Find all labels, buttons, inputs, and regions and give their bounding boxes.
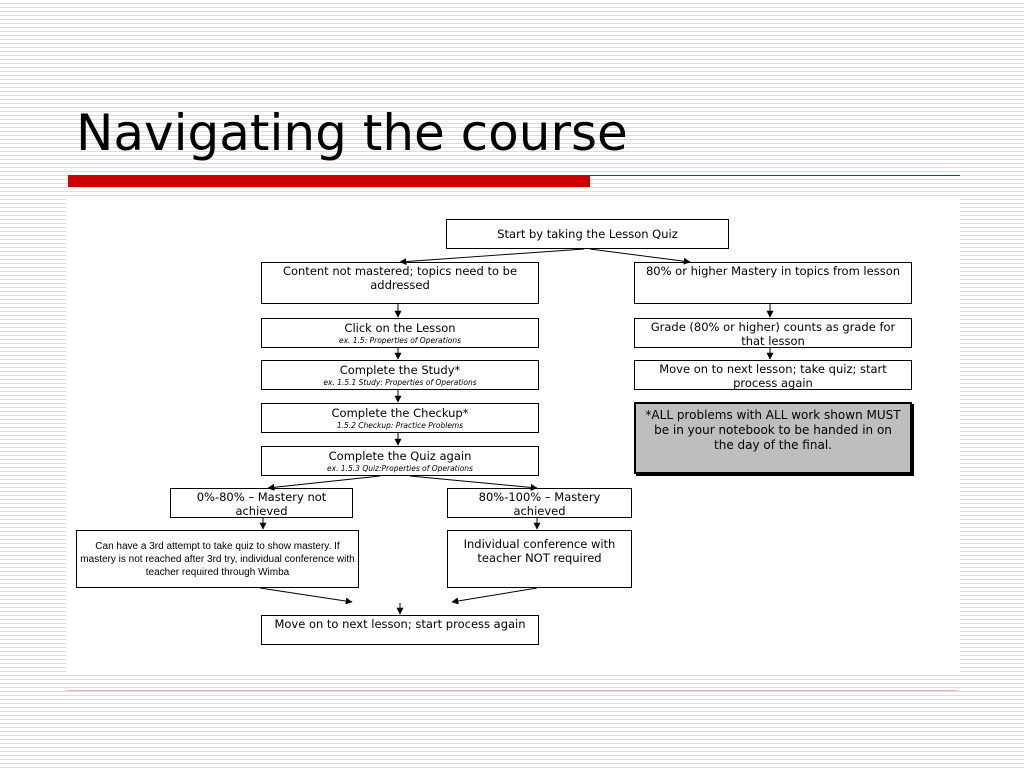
start-label: Start by taking the Lesson Quiz [497, 227, 678, 241]
note-label: *ALL problems with ALL work shown MUST be in your notebook to be handed in on the day of the final. [645, 408, 901, 452]
conference-label: Individual conference with teacher NOT required [463, 537, 616, 565]
click-lesson-example: ex. 1.5: Properties of Operations [338, 335, 462, 345]
arrow-quiz-to-high [410, 476, 537, 488]
complete-quiz-again-example: ex. 1.5.3 Quiz:Properties of Operations [327, 463, 473, 473]
arrow-start-to-left [400, 249, 584, 262]
move-on-label: Move on to next lesson; take quiz; start process again [659, 362, 887, 390]
complete-checkup-label: Complete the Checkup* [331, 405, 469, 420]
final-move-on-label: Move on to next lesson; start process again [274, 617, 526, 631]
low-mastery-label: 0%-80% – Mastery not achieved [196, 490, 327, 518]
arrow-third-attempt-to-final [260, 588, 352, 602]
click-lesson-label: Click on the Lesson [344, 320, 456, 335]
grade-label: Grade (80% or higher) counts as grade for that lesson [650, 320, 896, 348]
complete-study-example: ex. 1.5.1 Study: Properties of Operations [323, 377, 477, 387]
mastered-label: 80% or higher Mastery in topics from lesson [645, 264, 901, 278]
arrow-quiz-to-low [268, 476, 380, 488]
not-mastered-label: Content not mastered; topics need to be addressed [282, 264, 518, 292]
third-attempt-label: Can have a 3rd attempt to take quiz to show mastery. If mastery is not reached after 3rd try, individual conference with teacher required through Wimba [80, 540, 355, 578]
footer-rule [68, 690, 956, 691]
arrow-start-to-right [590, 249, 690, 262]
complete-quiz-again-label: Complete the Quiz again [328, 448, 472, 463]
complete-checkup-example: 1.5.2 Checkup: Practice Problems [336, 420, 464, 430]
high-mastery-label: 80%-100% – Mastery achieved [478, 490, 601, 518]
arrow-conference-to-final [452, 588, 537, 602]
slide-title: Navigating the course [76, 104, 628, 162]
complete-study-label: Complete the Study* [339, 362, 461, 377]
